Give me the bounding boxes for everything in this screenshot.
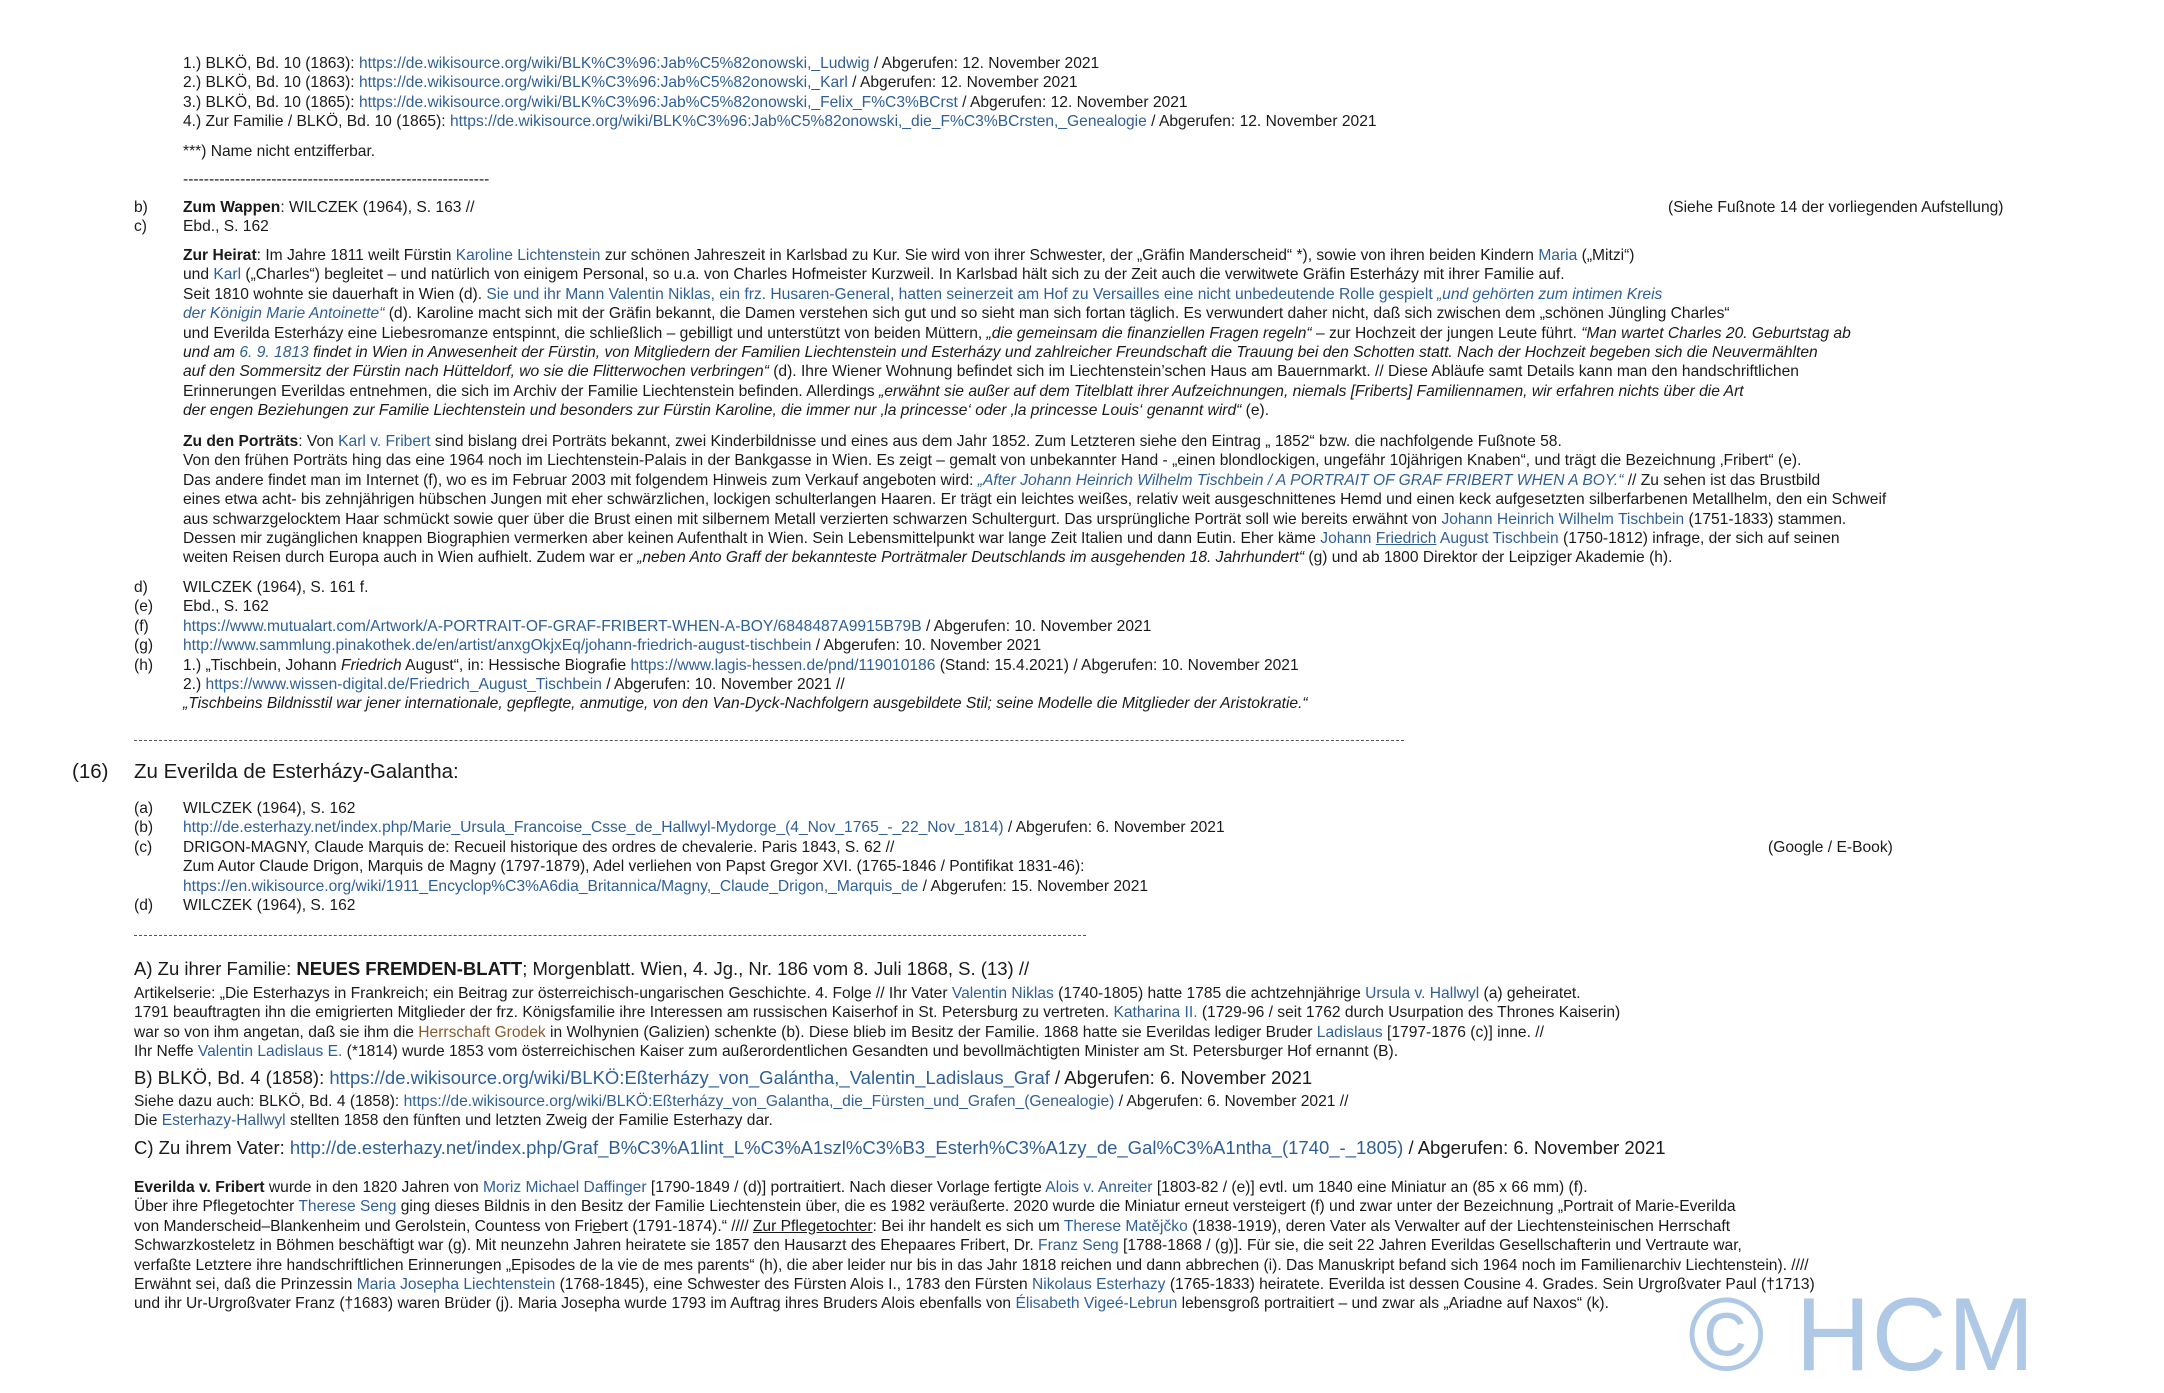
text-run: WILCZEK (1964), S. 162 [183,800,356,817]
text-run: auf den Sommersitz der Fürstin nach Hütteldorf, wo sie die Flitterwochen verbringen“ [183,363,769,381]
section-title [134,762,459,781]
hyperlink[interactable]: Herrschaft Grodek [418,1023,546,1041]
footnote-label-b [134,198,148,217]
text-run: : Von [298,433,339,450]
text-run: (*1814) wurde 1853 vom österreichischen Kaiser zum außerordentlichen Gesandten und bevollmächtigten Minister am St. Petersburger Hof ernannt (B). [342,1043,1399,1061]
text-run: – zur Hochzeit der jungen Leute führt. [1311,324,1582,342]
text-run: (e) [134,598,154,616]
portrait-paragraph-line [183,490,1886,509]
hyperlink[interactable]: Karl [213,266,242,284]
ebook-note [1768,838,1893,857]
text-run: war so von ihm angetan, daß sie ihm die [134,1023,419,1041]
text-run: c) [134,218,147,235]
family-paragraph-line [134,1023,1544,1042]
heirat-paragraph-line [183,265,1565,284]
text-run: („Charles“) begleitet – und natürlich von einigem Personal, so u.a. von Charles Hofmeister Kurzweil. In Karlsbad hält sich zu der Zeit auch die verwitwete Gräfin Esterházy mit ihrer Familie auf. [241,266,1565,284]
text-run: Dessen mir zugänglichen knappen Biographien vermerken aber keinen Aufenthalt in Wien. Sein Lebensmittelpunkt war lange Zeit Italien und dann Eutin. Eher käme [183,530,1321,547]
text-run: „die gemeinsam die finanziellen Fragen regeln“ [986,324,1312,342]
text-run: “Man wartet Charles 20. Geburtstag ab [1581,324,1851,342]
footnote-label [134,799,153,818]
heirat-paragraph-line [183,324,1851,343]
heirat-paragraph-line [183,246,1634,265]
footnote-label-c [134,217,147,236]
footnote-label [134,896,153,915]
text-run: (b) [134,819,154,837]
text-run: Zum Wappen [183,199,281,216]
hyperlink[interactable]: Sie und ihr Mann Valentin Niklas, ein frz. Husaren-General, hatten seinerzeit am Hof zu Versailles eine nicht unbedeutende Rolle gespielt [486,285,1437,303]
text-run: C) Zu ihrem Vater: [134,1137,290,1158]
text-run: / Abgerufen: 12. November 2021 [847,74,1078,92]
text-run: Zur Heirat [183,247,257,264]
text-run: B) BLKÖ, Bd. 4 (1858): [134,1067,330,1088]
text-run: Von den frühen Porträts hing das eine 1964 noch im Liechtenstein-Palais in der Bankgasse in Wien. Es zeigt – gemalt von unbekannter Hand - „einen blondlockigen, ungefähr 10jährigen Knaben“, und trägt die Bezeichnung ‚Fribert“ (e). [183,452,1802,470]
text-run: Zu den Porträts [183,433,299,450]
hyperlink[interactable]: Maria [1538,247,1578,264]
text-run: [1797-1876 (c)] inne. // [1382,1023,1544,1041]
text-run: WILCZEK (1964), S. 162 [183,897,356,914]
hyperlink[interactable]: https://www.lagis-hessen.de/pnd/119010186 [630,656,936,674]
text-run: (1768-1845), eine Schwester des Fürsten Alois I., 1783 den Fürsten [555,1276,1033,1293]
text-run: Friedrich [341,656,402,674]
footnote-label [134,818,153,837]
text-run: / Abgerufen: 6. November 2021 [1049,1067,1313,1088]
hyperlink[interactable]: Johann [1320,530,1376,547]
hcm-watermark: © HCM [1688,1277,2036,1393]
text-run: Zur Pflegetochter [752,1217,873,1235]
text-run: sind bislang drei Porträts bekannt, zwei Kinderbildnisse und eines aus dem Jahr 1852. Zum Letzteren siehe den Eintrag „ 1852“ bzw. die nachfolgende Fußnote 58. [430,433,1562,450]
text-run: Über ihre Pflegetochter [134,1198,299,1216]
text-run: (1729-96 / seit 1762 durch Usurpation des Thrones Kaiserin) [1197,1004,1621,1022]
hyperlink[interactable]: Maria Josepha Liechtenstein [356,1276,556,1293]
reference-line [183,656,1299,675]
hyperlink[interactable]: „After Johann Heinrich Wilhelm Tischbein / A PORTRAIT OF GRAF FRIBERT WHEN A BOY.“ [977,471,1624,489]
text-run: ging dieses Bildnis in den Besitz der Familie Liechtenstein über, die es 1982 veräußerte. 2020 wurde die Miniatur erneut versteigert (f) und zwar unter der Bezeichnung „Portrait of Marie-Everilda [396,1198,1736,1216]
blko-paragraph-line [134,1092,1348,1111]
hyperlink[interactable]: Johann Heinrich Wilhelm Tischbein [1441,510,1685,528]
text-run: [1803-82 / (e)] evtl. um 1840 eine Miniatur an (85 x 66 mm) (f). [1152,1179,1588,1196]
text-run: (f) [134,617,149,635]
text-run: 1.) BLKÖ, Bd. 10 (1863): [183,55,359,72]
text-run: aus schwarzgelocktem Haar schmückt sowie quer über die Brust einen mit silbernem Metall verzierten schwarzen Schultergurt. Das ursprüngliche Porträt soll wie bereits erwähnt von [183,510,1442,528]
reference-line [183,857,1084,876]
hyperlink[interactable]: http://www.sammlung.pinakothek.de/en/artist/anxgOkjxEq/johann-friedrich-august-tischbein [183,637,812,655]
hyperlink[interactable]: Karoline Lichtenstein [455,247,601,264]
blko-heading [134,1068,1312,1087]
blko-paragraph-line [134,1111,773,1130]
reference-line [183,112,1377,131]
hyperlink[interactable]: 6. 9. 1813 [239,344,309,361]
text-run: „Tischbeins Bildnisstil war jener internationale, gepflegte, anmutige, von den Van-Dyck-Nachfolgern ausgebildete Stil; seine Modelle die Mitglieder der Aristokratie.“ [183,695,1308,713]
portrait-paragraph-line [183,548,1672,567]
text-run: DRIGON-MAGNY, Claude Marquis de: Recueil historique des ordres de chevalerie. Paris 1843, S. 62 // [183,838,895,856]
text-run: 3.) BLKÖ, Bd. 10 (1865): [183,93,359,111]
text-run: (1751-1833) stammen. [1684,510,1847,528]
text-run: Everilda v. Fribert [134,1179,265,1196]
everilda-paragraph-line [134,1178,1588,1197]
text-run: (1765-1833) heiratete. Everilda ist dessen Cousine 4. Grades. Sein Urgroßvater Paul (†1713) [1165,1276,1815,1293]
text-run: / Abgerufen: 10. November 2021 [921,617,1152,635]
everilda-paragraph-line [134,1217,1730,1236]
footnote-label [134,838,152,857]
text-run: („Mitzi“) [1577,247,1635,264]
hyperlink[interactable]: Therese Matějčko [1063,1217,1188,1235]
everilda-paragraph-line [134,1236,1742,1255]
section-separator [134,935,1086,936]
text-run: [1790-1849 / (d)] portraitiert. Nach dieser Vorlage fertigte [646,1179,1046,1196]
text-run: „neben Anto Graff der bekannteste Porträtmaler Deutschlands im ausgehenden 18. Jahrhundert“ [637,549,1305,567]
reference-line [183,54,1099,73]
wappen-cross-reference [1668,198,2003,217]
everilda-paragraph-line [134,1275,1815,1294]
hyperlink[interactable]: https://de.wikisource.org/wiki/BLK%C3%96:Jab%C5%82onowski,_Karl [358,74,848,92]
heirat-paragraph-line [183,285,1662,304]
reference-line [183,799,355,818]
text-run: : Bei ihr handelt es sich um [872,1217,1064,1235]
family-paragraph-line [134,1003,1620,1022]
text-run: ----------------------------------------------------------- [183,171,490,188]
text-run: lebensgroß portraitiert – und zwar als „Ariadne auf Naxos“ (k). [1177,1295,1609,1313]
father-heading [134,1138,1666,1157]
text-run: (g) [134,637,154,655]
text-run: 1791 beauftragten ihn die emigrierten Mitglieder der frz. Königsfamilie ihre Interessen am russischen Kaiserhof in St. Petersburg zu vertreten. [134,1004,1114,1022]
heirat-paragraph-line [183,304,1730,323]
text-run: wurde in den 1820 Jahren von [264,1179,484,1196]
text-run: (a) geheiratet. [1479,985,1581,1002]
portrait-paragraph-line [183,510,1846,529]
hyperlink[interactable]: https://de.wikisource.org/wiki/BLKÖ:Eßterházy_von_Galantha,_die_Fürsten_und_Grafen_(Genealogie) [403,1093,1115,1110]
text-run: (1750-1812) infrage, der sich auf seinen [1558,530,1840,547]
hyperlink[interactable]: http://de.esterhazy.net/index.php/Graf_B%C3%A1lint_L%C3%A1szl%C3%B3_Esterh%C3%A1zy_de_Gal%C3%A1ntha_(1740_-_1805) [289,1137,1404,1158]
text-run: / Abgerufen: 12. November 2021 [1146,113,1377,131]
portrait-paragraph-line [183,471,1820,490]
hyperlink[interactable]: https://de.wikisource.org/wiki/BLKÖ:Eßterházy_von_Galántha,_Valentin_Ladislaus_Graf [329,1067,1050,1088]
reference-line [183,877,1148,896]
section-separator [134,740,1404,741]
text-run: von Manderscheid–Blankenheim und Gerolstein, Countess von Fri [134,1217,593,1235]
text-run: : Im Jahre 1811 weilt Fürstin [256,247,456,264]
hyperlink[interactable]: August Tischbein [1436,530,1559,547]
text-run: Erwähnt sei, daß die Prinzessin [134,1276,357,1293]
text-run: Erinnerungen Everildas entnehmen, die sich im Archiv der Familie Liechtenstein befinden. Allerdings [183,382,880,400]
text-run: (1740-1805) hatte 1785 die achtzehnjährige [1053,985,1366,1002]
text-run: NEUES FREMDEN-BLATT [296,958,523,979]
hyperlink[interactable]: https://en.wikisource.org/wiki/1911_Encyclop%C3%A6dia_Britannica/Magny,_Claude_Drigon,_Marquis_de [183,877,919,895]
hyperlink[interactable]: Karl v. Fribert [338,433,431,450]
text-run: Ihr Neffe [134,1043,198,1061]
text-run: ***) Name nicht entzifferbar. [183,143,376,160]
text-run: 1.) „Tischbein, Johann [183,656,342,674]
reference-line [183,73,1078,92]
family-paragraph-line [134,1042,1398,1061]
text-run: (d). Karoline macht sich mit der Gräfin bekannt, die Damen verstehen sich gut und so sieht man sich fortan täglich. Es verwundert daher nicht, daß sich zwischen dem „schönen Jüngling Charles“ [384,305,1730,323]
text-run: Schwarzkosteletz in Böhmen beschäftigt war (g). Mit neunzehn Jahren heiratete sie 1857 den Hausarzt des Ehepaares Fribert, Dr. [134,1237,1039,1255]
text-run: (d). Ihre Wiener Wohnung befindet sich im Liechtenstein’schen Haus am Bauernmarkt. // Diese Abläufe samt Details kann man den handschriftlichen [768,363,1799,381]
text-run: (1838-1919), deren Vater als Verwalter auf der Liechtensteinischen Herrschaft [1187,1217,1731,1235]
text-run: (d) [134,897,154,914]
hyperlink[interactable]: http://de.esterhazy.net/index.php/Marie_Ursula_Francoise_Csse_de_Hallwyl-Mydorge_(4_Nov_1765_-_22_Nov_1814) [183,819,1004,837]
text-run: zur schönen Jahreszeit in Karlsbad zu Kur. Sie wird von ihrer Schwester, der „Gräfin Manderscheid“ *), sowie von ihren beiden Kindern [600,247,1539,264]
hyperlink[interactable]: Ladislaus [1316,1023,1383,1041]
reference-line [183,675,845,694]
text-run: verfaßte Letztere ihre handschriftlichen Erinnerungen „Episodes de la vie de mes parents“ (h), die aber leider nur bis in das Jahr 1818 reichen und dann abbrechen (i). Das Manuskript befand sich 1964 noch im Familienarchiv Liechtenstein). //// [134,1256,1809,1274]
text-run: / Abgerufen: 6. November 2021 [1403,1137,1666,1158]
text-run: Zum Autor Claude Drigon, Marquis de Magny (1797-1879), Adel verliehen von Papst Gregor XVI. (1765-1846 / Pontifikat 1831-46): [183,858,1085,876]
heirat-paragraph-line [183,343,1818,362]
text-run: Ebd., S. 162 [183,218,269,235]
text-run: (c) [134,838,153,856]
text-run: Artikelserie: „Die Esterhazys in Frankreich; ein Beitrag zur österreichisch-ungarischen Geschichte. 4. Folge // Ihr Vater [134,985,952,1002]
heirat-paragraph-line [183,362,1799,381]
text-run: (Google / E-Book) [1768,839,1893,856]
text-run: der engen Beziehungen zur Familie Liechtenstein und besonders zur Fürstin Karoline, die immer nur ‚la princesse‘ oder ‚la princesse Louis‘ genannt wird“ [183,402,1242,420]
text-run: (16) [72,760,109,783]
text-run: b) [134,199,148,216]
text-run: WILCZEK (1964), S. 161 f. [183,579,369,596]
text-run: stellten 1858 den fünften und letzten Zweig der Familie Esterhazy dar. [285,1112,773,1130]
text-run: in Wolhynien (Galizien) schenkte (b). Diese blieb im Besitz der Familie. 1868 hatte sie Everildas lediger Bruder [545,1023,1317,1041]
hyperlink[interactable]: https://de.wikisource.org/wiki/BLK%C3%96:Jab%C5%82onowski,_Felix_F%C3%BCrst [358,93,958,111]
text-run: Zu Everilda de Esterházy-Galantha: [134,760,459,783]
footnote-label [134,656,153,675]
hyperlink[interactable]: Moriz Michael Daffinger [483,1179,647,1196]
hyperlink[interactable]: der Königin Marie Antoinette“ [183,305,385,323]
hyperlink[interactable]: Franz Seng [1038,1237,1119,1255]
text-run: und am [183,344,240,361]
hyperlink[interactable]: Élisabeth Vigeé-Lebrun [1015,1295,1178,1313]
portrait-paragraph-line [183,432,1562,451]
text-run: (a) [134,800,154,817]
family-heading [134,959,1029,978]
family-paragraph-line [134,984,1581,1003]
hyperlink[interactable]: Ursula v. Hallwyl [1365,985,1480,1002]
reference-line [183,578,368,597]
text-run: Die [134,1112,162,1130]
reference-line [183,694,1308,713]
text-run: ; Morgenblatt. Wien, 4. Jg., Nr. 186 vom 8. Juli 1868, S. (13) // [522,958,1030,979]
hyperlink[interactable]: „und gehörten zum intimen Kreis [1436,285,1663,303]
hyperlink[interactable]: Valentin Ladislaus E. [197,1043,343,1061]
hyperlink[interactable]: https://de.wikisource.org/wiki/BLK%C3%96:Jab%C5%82onowski,_Ludwig [358,55,870,72]
reference-line [183,93,1188,112]
text-run: und Everilda Esterházy eine Liebesromanze entspinnt, die schließlich – gebilligt und unterstützt von beiden Müttern, [183,324,987,342]
portrait-paragraph-line [183,529,1840,548]
hyperlink[interactable]: https://www.mutualart.com/Artwork/A-PORTRAIT-OF-GRAF-FRIBERT-WHEN-A-BOY/6848487A9915B79B [183,617,922,635]
reference-line [183,838,894,857]
text-run: „erwähnt sie außer auf dem Titelblatt ihrer Aufzeichnungen, niemals [Friberts] Familiennamen, wir erfahren nichts über die Art [879,382,1744,400]
hyperlink[interactable]: Valentin Niklas [951,985,1054,1002]
text-run: Ebd., S. 162 [183,598,269,616]
text-run: / Abgerufen: 12. November 2021 [869,55,1100,72]
text-run: und ihr Ur-Urgroßvater Franz (†1683) waren Brüder (j). Maria Josepha wurde 1793 im Auftrag ihres Bruders Alois ebenfalls von [134,1295,1016,1313]
hyperlink[interactable]: Esterhazy-Hallwyl [161,1112,286,1130]
text-run: eines etwa acht- bis zehnjährigen hübschen Jungen mit eher schwärzlichen, lockigen schulterlangen Haaren. Er trägt ein leichtes weißes, relativ weit ausgeschnittenes Hemd und einen keck aufgesetzten silberfarbenen Metallhelm, den ein Schweif [183,491,1887,509]
reference-line [183,896,355,915]
ebd-line [183,217,269,236]
text-run: (h) [134,656,154,674]
everilda-paragraph-line [134,1197,1736,1216]
text-run: / Abgerufen: 10. November 2021 [811,637,1042,655]
hyperlink[interactable]: Therese Seng [298,1198,397,1216]
name-note [183,142,375,161]
everilda-paragraph-line [134,1294,1609,1313]
text-run: 2.) BLKÖ, Bd. 10 (1863): [183,74,359,92]
hyperlink[interactable]: Alois v. Anreiter [1045,1179,1153,1196]
text-run: : WILCZEK (1964), S. 163 // [280,199,475,216]
reference-line [183,617,1151,636]
everilda-paragraph-line [134,1256,1809,1275]
text-run: Seit 1810 wohnte sie dauerhaft in Wien (d). [183,285,487,303]
text-run: Siehe dazu auch: BLKÖ, Bd. 4 (1858): [134,1093,404,1110]
portrait-paragraph-line [183,451,1801,470]
text-run: August“, in: Hessische Biografie [401,656,631,674]
text-run: 2.) [183,676,206,693]
text-run: weiten Reisen durch Europa auch in Wien aufhielt. Zudem war er [183,549,638,567]
text-run: Das andere findet man im Internet (f), wo es im Februar 2003 mit folgendem Hinweis zum Verkauf angeboten wird: [183,471,978,489]
text-run: und [183,266,214,284]
footnote-label [134,597,153,616]
hyperlink[interactable]: Friedrich [1375,530,1437,547]
footnote-label [134,617,149,636]
text-run: e [592,1217,602,1235]
text-run: / Abgerufen: 15. November 2021 [918,877,1149,895]
heirat-paragraph-line [183,401,1269,420]
footnote-label [134,636,153,655]
text-run: (e). [1241,402,1270,420]
text-run: [1788-1868 / (g)]. Für sie, die seit 22 Jahren Everildas Gesellschafterin und Vertraute war, [1118,1237,1742,1255]
text-run: / Abgerufen: 10. November 2021 // [601,676,845,693]
heirat-paragraph-line [183,382,1744,401]
text-run: d) [134,579,148,596]
text-run: (g) und ab 1800 Direktor der Leipziger Akademie (h). [1304,549,1673,567]
hyperlink[interactable]: Katharina II. [1113,1004,1198,1022]
reference-line [183,818,1225,837]
hyperlink[interactable]: https://www.wissen-digital.de/Friedrich_August_Tischbein [205,676,602,693]
text-run: bert (1791-1874).“ //// [601,1217,753,1235]
text-run: (Stand: 15.4.2021) / Abgerufen: 10. November 2021 [935,656,1299,674]
text-run: A) Zu ihrer Familie: [134,958,297,979]
text-run: 4.) Zur Familie / BLKÖ, Bd. 10 (1865): [183,113,450,131]
text-run: (Siehe Fußnote 14 der vorliegenden Aufstellung) [1668,199,2004,216]
short-separator [183,170,489,189]
footnote-label [134,578,148,597]
text-run: // Zu sehen ist das Brustbild [1623,471,1821,489]
text-run: / Abgerufen: 12. November 2021 [957,93,1188,111]
hyperlink[interactable]: https://de.wikisource.org/wiki/BLK%C3%96:Jab%C5%82onowski,_die_F%C3%BCrsten,_Genealogie [449,113,1147,131]
text-run: findet in Wien in Anwesenheit der Fürstin, von Mitgliedern der Familien Liechtenstein und Esterházy und zahlreicher Freundschaft die Trauung bei den Schotten statt. Nach der Hochzeit begeben sich die Neuvermählten [308,344,1818,361]
section-number [72,762,108,781]
hyperlink[interactable]: Nikolaus Esterhazy [1032,1276,1166,1293]
wappen-line [183,198,474,217]
reference-line [183,636,1041,655]
reference-line [183,597,269,616]
text-run: / Abgerufen: 6. November 2021 // [1114,1093,1349,1110]
text-run: / Abgerufen: 6. November 2021 [1003,819,1225,837]
